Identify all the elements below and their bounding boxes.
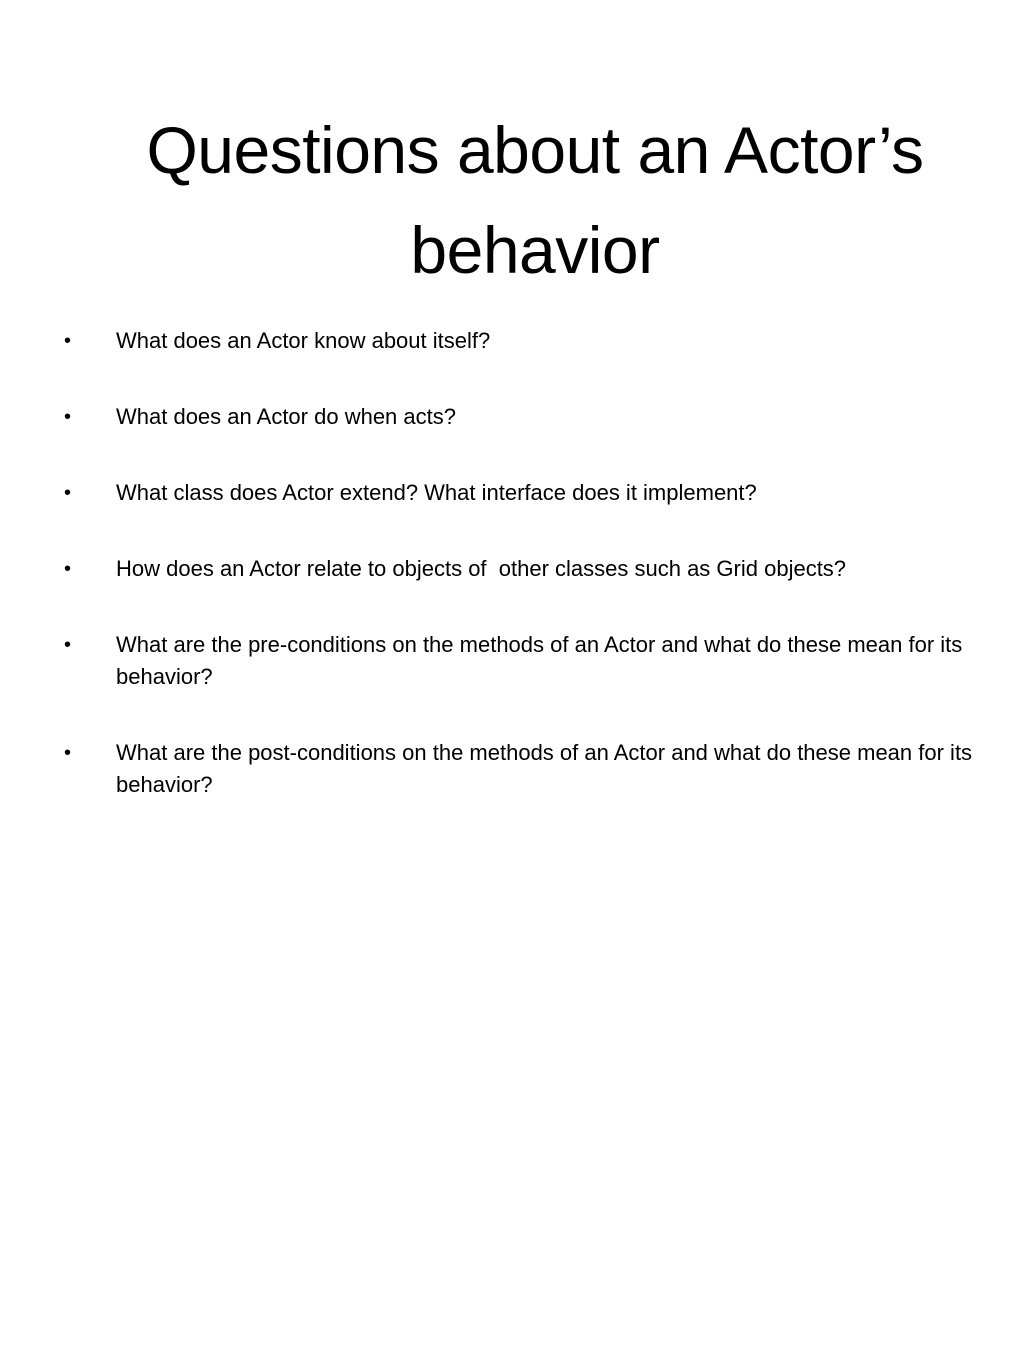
bullet-text: How does an Actor relate to objects of other classes such as Grid objects? [116, 556, 847, 581]
list-item [0, 553, 1024, 585]
list-item [0, 629, 1024, 693]
bullet-text: What are the pre-conditions on the methods of an Actor and what do these mean for its behavior? [116, 632, 969, 689]
bullet-list [0, 325, 1024, 845]
bullet-text: What does an Actor know about itself? [116, 328, 491, 353]
bullet-icon: • [64, 330, 72, 352]
bullet-icon: • [64, 742, 72, 764]
list-item [0, 477, 1024, 509]
list-item [0, 401, 1024, 433]
bullet-icon: • [64, 558, 72, 580]
list-item [0, 737, 1024, 801]
slide-title: Questions about an Actor’s behavior [146, 113, 924, 287]
list-item [0, 325, 1024, 357]
bullet-icon: • [64, 406, 72, 428]
bullet-text: What are the post-conditions on the methods of an Actor and what do these mean for its behavior? [116, 740, 979, 797]
bullet-text: What class does Actor extend? What interface does it implement? [116, 480, 757, 505]
bullet-icon: • [64, 634, 72, 656]
bullet-text: What does an Actor do when acts? [116, 404, 456, 429]
bullet-icon: • [64, 482, 72, 504]
